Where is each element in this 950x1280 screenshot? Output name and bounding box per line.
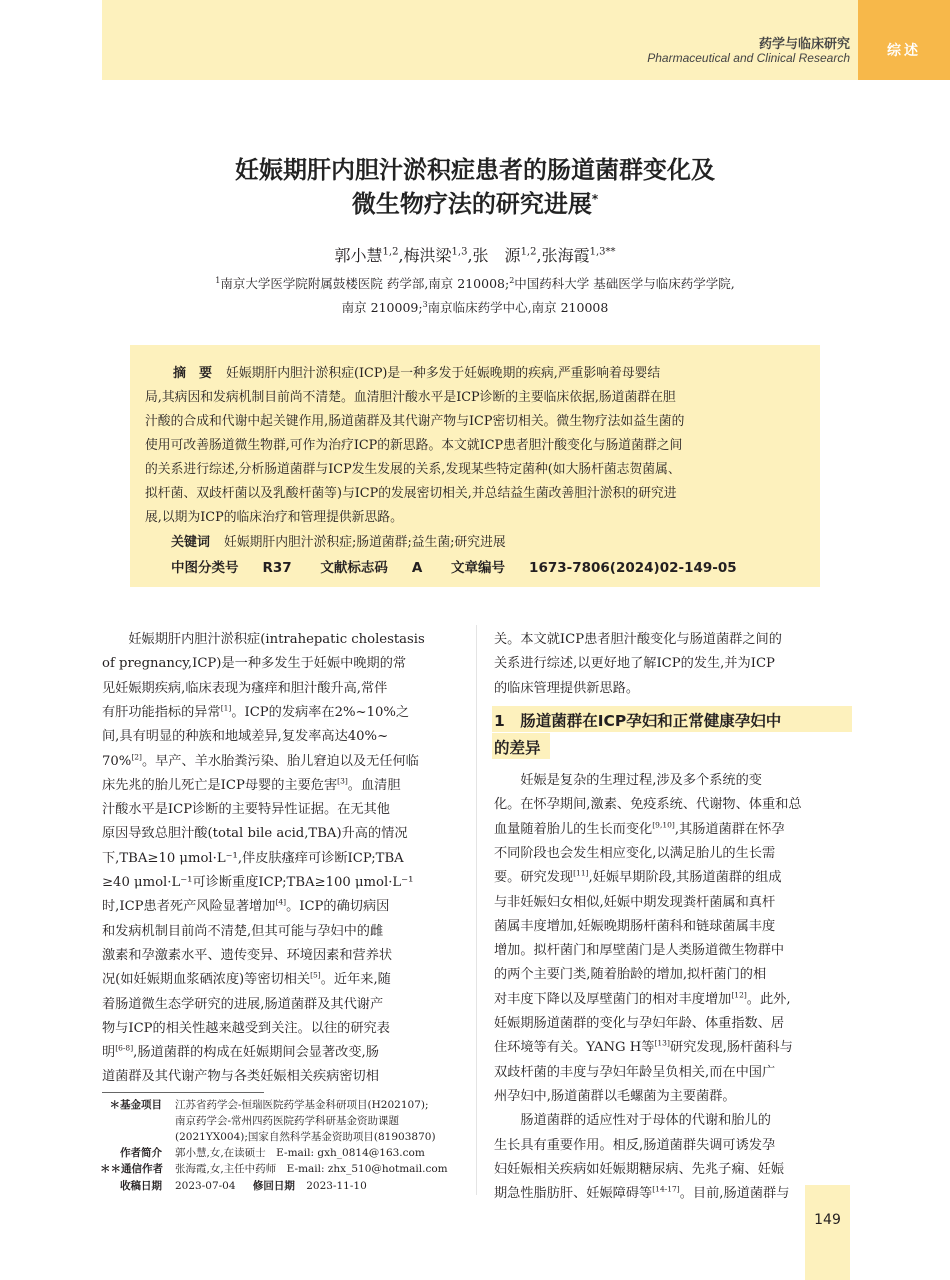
body-text-line: 与非妊娠妇女相似,妊娠中期发现粪杆菌属和真杆 [494, 894, 776, 910]
body-text-line: 着肠道微生态学研究的进展,肠道菌群及其代谢产 [102, 996, 384, 1012]
body-text-line: 和发病机制目前尚不清楚,但其可能与孕妇中的雌 [102, 923, 384, 939]
author-name: 张 源 [472, 246, 521, 265]
body-text-line: 物与ICP的相关性越来越受到关注。以往的研究表 [102, 1020, 390, 1036]
abstract-line: 使用可改善肠道微生物群,可作为治疗ICP的新思路。本文就ICP患者胆汁酸变化与肠道菌群之间 [145, 438, 683, 453]
body-text-line: 床先兆的胎儿死亡是ICP母婴的主要危害[3]。血清胆 [102, 776, 401, 793]
body-text-line: 况(如妊娠期血浆硒浓度)等密切相关[5]。近年来,随 [102, 970, 391, 988]
affiliation-line2 [100, 298, 850, 316]
body-text-line: 化。在怀孕期间,激素、免疫系统、代谢物、体重和总 [494, 797, 802, 813]
body-text-line: 时,ICP患者死产风险显著增加[4]。ICP的确切病因 [102, 897, 390, 915]
citation: [14-17] [652, 1184, 680, 1194]
body-text-line: 关。本文就ICP患者胆汁酸变化与肠道菌群之间的 [494, 632, 782, 647]
doc-code-label: 文献标志码 [320, 560, 388, 576]
body-text-line: 有肝功能指标的异常[1]。ICP的发病率在2%~10%之 [102, 703, 410, 720]
author-affiliation-mark: 1,2 [520, 246, 537, 258]
abstract-line: 摘 要 妊娠期肝内胆汁淤积症(ICP)是一种多发于妊娠晚期的疾病,严重影响着母婴结 [173, 366, 661, 381]
body-text-line: 双歧杆菌的丰度与孕妇年龄呈负相关,而在中国广 [494, 1064, 776, 1080]
abstract-line: 汁酸的合成和代谢中起关键作用,肠道菌群及其代谢产物与ICP密切相关。微生物疗法如益生菌的 [145, 414, 685, 429]
affiliation-text: 南京大学医学院附属鼓楼医院 药学部,南京 210008; [220, 276, 510, 291]
citation: [12] [731, 990, 747, 1000]
page-number-tab [805, 1185, 850, 1280]
body-text-line: 要。研究发现[11],妊娠早期阶段,其肠道菌群的组成 [494, 868, 782, 886]
corresponding-author: 张海霞,女,主任中药师 E-mail: zhx_510@hotmail.com [175, 1163, 448, 1175]
body-text-line: 不同阶段也会发生相应变化,以满足胎儿的生长需 [494, 845, 776, 861]
citation: [9,10] [652, 820, 675, 830]
body-text-line: 原因导致总胆汁酸(total bile acid,TBA)升高的情况 [102, 826, 408, 842]
citation: [6-8] [115, 1043, 134, 1053]
received-date: 2023-07-04 [175, 1180, 236, 1192]
page-number: 149 [814, 1212, 841, 1228]
header-band [102, 0, 858, 80]
abstract-line: 拟杆菌、双歧杆菌以及乳酸杆菌等)与ICP的发展密切相关,并总结益生菌改善胆汁淤积的研究进 [145, 486, 677, 501]
doc-code-value: A [411, 560, 423, 576]
body-text-line: 关系进行综述,以更好地了解ICP的发生,并为ICP [494, 656, 775, 672]
body-text-line: 州孕妇中,肠道菌群以毛螺菌为主要菌群。 [494, 1088, 736, 1104]
fund-line: 南京药学会-常州四药医院药学科研基金资助课题 [175, 1115, 400, 1127]
body-text-line: 妊娠期肠道菌群的变化与孕妇年龄、体重指数、居 [494, 1016, 785, 1031]
fund-line: 江苏省药学会-恒瑞医院药学基金科研项目(H202107); [175, 1099, 429, 1111]
abstract-line: 局,其病因和发病机制目前尚不清楚。血清胆汁酸水平是ICP诊断的主要临床依据,肠道菌群在胆 [145, 390, 676, 405]
body-text-line: 明[6-8],肠道菌群的构成在妊娠期间会显著改变,肠 [102, 1043, 379, 1061]
affiliation-mark: 3 [422, 299, 428, 309]
clc-label: 中图分类号 [171, 560, 239, 576]
keywords: 妊娠期肝内胆汁淤积症;肠道菌群;益生菌;研究进展 [224, 535, 506, 550]
author-affiliation-mark: 1,2 [382, 246, 399, 258]
affiliation-text: 南京 210009; [341, 300, 423, 315]
abstract-line: 展,以期为ICP的临床治疗和管理提供新思路。 [145, 510, 403, 525]
author-list: 郭小慧$^{1,2}$,梅洪梁$^{1,3}$,张 源$^{1,2}$,张海霞$^{1,3**}$ [334, 246, 616, 265]
title-fund-mark: * [591, 192, 599, 206]
body-text-line: 的两个主要门类,随着胎龄的增加,拟杆菌门的相 [494, 967, 767, 983]
body-text-line: 血量随着胎儿的生长而变化[9,10],其肠道菌群在怀孕 [494, 820, 785, 837]
body-text-line: 激素和孕激素水平、遗传变异、环境因素和营养状 [102, 947, 393, 963]
body-text-line: 见妊娠期疾病,临床表现为瘙痒和胆汁酸升高,常伴 [102, 680, 388, 696]
citation: [2] [131, 752, 142, 762]
corresponding-label: ＊＊通信作者 [100, 1163, 163, 1175]
affiliation-text: 南京临床药学中心,南京 210008 [427, 300, 609, 315]
author-name: 梅洪梁 [403, 246, 452, 265]
affiliation-line1 [100, 274, 850, 292]
body-text-line: 下,TBA≥10 μmol·L⁻¹,伴皮肤瘙痒可诊断ICP;TBA [102, 850, 404, 866]
citation: [13] [654, 1038, 670, 1048]
section-heading-line1: 1 肠道菌群在ICP孕妇和正常健康孕妇中 [494, 712, 782, 730]
body-text-line: 70%[2]。早产、羊水胎粪污染、胎儿窘迫以及无任何临 [102, 752, 419, 769]
affiliation-mark: 1 [215, 275, 221, 285]
citation: [11] [573, 868, 589, 878]
footnote-rule [102, 1092, 264, 1093]
body-text-line: 道菌群及其代谢产物与各类妊娠相关疾病密切相 [102, 1069, 379, 1085]
author-affiliation-mark: 1,3 [451, 246, 468, 258]
body-text-line: ≥40 μmol·L⁻¹可诊断重度ICP;TBA≥100 μmol·L⁻¹ [102, 875, 414, 890]
fund-line: (2021YX004);国家自然科学基金资助项目(81903870) [175, 1131, 436, 1143]
body-text-line: 肠道菌群的适应性对于母体的代谢和胎儿的 [494, 1113, 771, 1129]
affiliation-mark: 2 [509, 275, 515, 285]
body-text-line: 对丰度下降以及厚壁菌门的相对丰度增加[12]。此外, [494, 990, 791, 1007]
body-text-line: of pregnancy,ICP)是一种多发生于妊娠中晚期的常 [102, 656, 407, 672]
body-text-line: 住环境等有关。YANG H等[13]研究发现,肠杆菌科与 [494, 1038, 793, 1056]
section-label: 综述 [887, 43, 921, 59]
body-text-line: 间,具有明显的种族和地域差异,复发率高达40%~ [102, 729, 389, 745]
body-text-line: 生长具有重要作用。相反,肠道菌群失调可诱发孕 [494, 1137, 776, 1153]
body-text-line: 妇妊娠相关疾病如妊娠期糖尿病、先兆子痫、妊娠 [494, 1161, 785, 1177]
article-title-line2: 微生物疗法的研究进展* [351, 190, 599, 218]
author-bio-label: 作者简介 [120, 1147, 162, 1159]
body-text-line: 妊娠是复杂的生理过程,涉及多个系统的变 [494, 773, 762, 788]
article-no-label: 文章编号 [451, 560, 506, 576]
dates-row [175, 1178, 367, 1193]
journal-title-cn: 药学与临床研究 [758, 37, 850, 52]
abstract-label: 摘 要 [173, 366, 213, 381]
body-text-line: 妊娠期肝内胆汁淤积症(intrahepatic cholestasis [102, 632, 425, 647]
affiliation-text: 中国药科大学 基础医学与临床药学学院, [514, 276, 735, 291]
body-text-line: 期急性脂肪肝、妊娠障碍等[14-17]。目前,肠道菌群与 [494, 1184, 790, 1202]
column-divider [476, 625, 477, 1195]
body-text-line: 增加。拟杆菌门和厚壁菌门是人类肠道微生物群中 [494, 943, 785, 959]
received-label: 收稿日期 [120, 1180, 162, 1192]
revised-label: 修回日期 [252, 1180, 295, 1192]
author-name: 郭小慧 [334, 246, 383, 265]
citation: [1] [220, 703, 232, 713]
revised-date: 2023-11-10 [306, 1180, 367, 1192]
author-bio: 郭小慧,女,在读硕士 E-mail: gxh_0814@163.com [175, 1147, 425, 1159]
keywords-label: 关键词 [171, 535, 211, 550]
body-text-line: 的临床管理提供新思路。 [494, 680, 640, 696]
keywords-row [171, 531, 506, 550]
classification-row [171, 556, 737, 576]
article-no-value: 1673-7806(2024)02-149-05 [529, 560, 737, 576]
citation: [3] [337, 776, 348, 786]
fund-label: ＊基金项目 [109, 1099, 162, 1111]
body-text-line: 菌属丰度增加,妊娠晚期肠杆菌科和链球菌属丰度 [494, 918, 776, 934]
article-title-line1: 妊娠期肝内胆汁淤积症患者的肠道菌群变化及 [235, 156, 715, 184]
citation: [5] [310, 970, 321, 980]
clc-value: R37 [262, 560, 292, 576]
journal-title-en: Pharmaceutical and Clinical Research [647, 51, 850, 65]
abstract-line: 的关系进行综述,分析肠道菌群与ICP发生发展的关系,发现某些特定菌种(如大肠杆菌志贺菌属、 [145, 462, 681, 477]
body-text-line: 汁酸水平是ICP诊断的主要特异性证据。在无其他 [102, 802, 390, 818]
section-heading-line2: 的差异 [494, 739, 541, 757]
author-affiliation-mark: 1,3** [589, 246, 616, 258]
author-name: 张海霞 [541, 246, 590, 265]
citation: [4] [275, 897, 287, 907]
